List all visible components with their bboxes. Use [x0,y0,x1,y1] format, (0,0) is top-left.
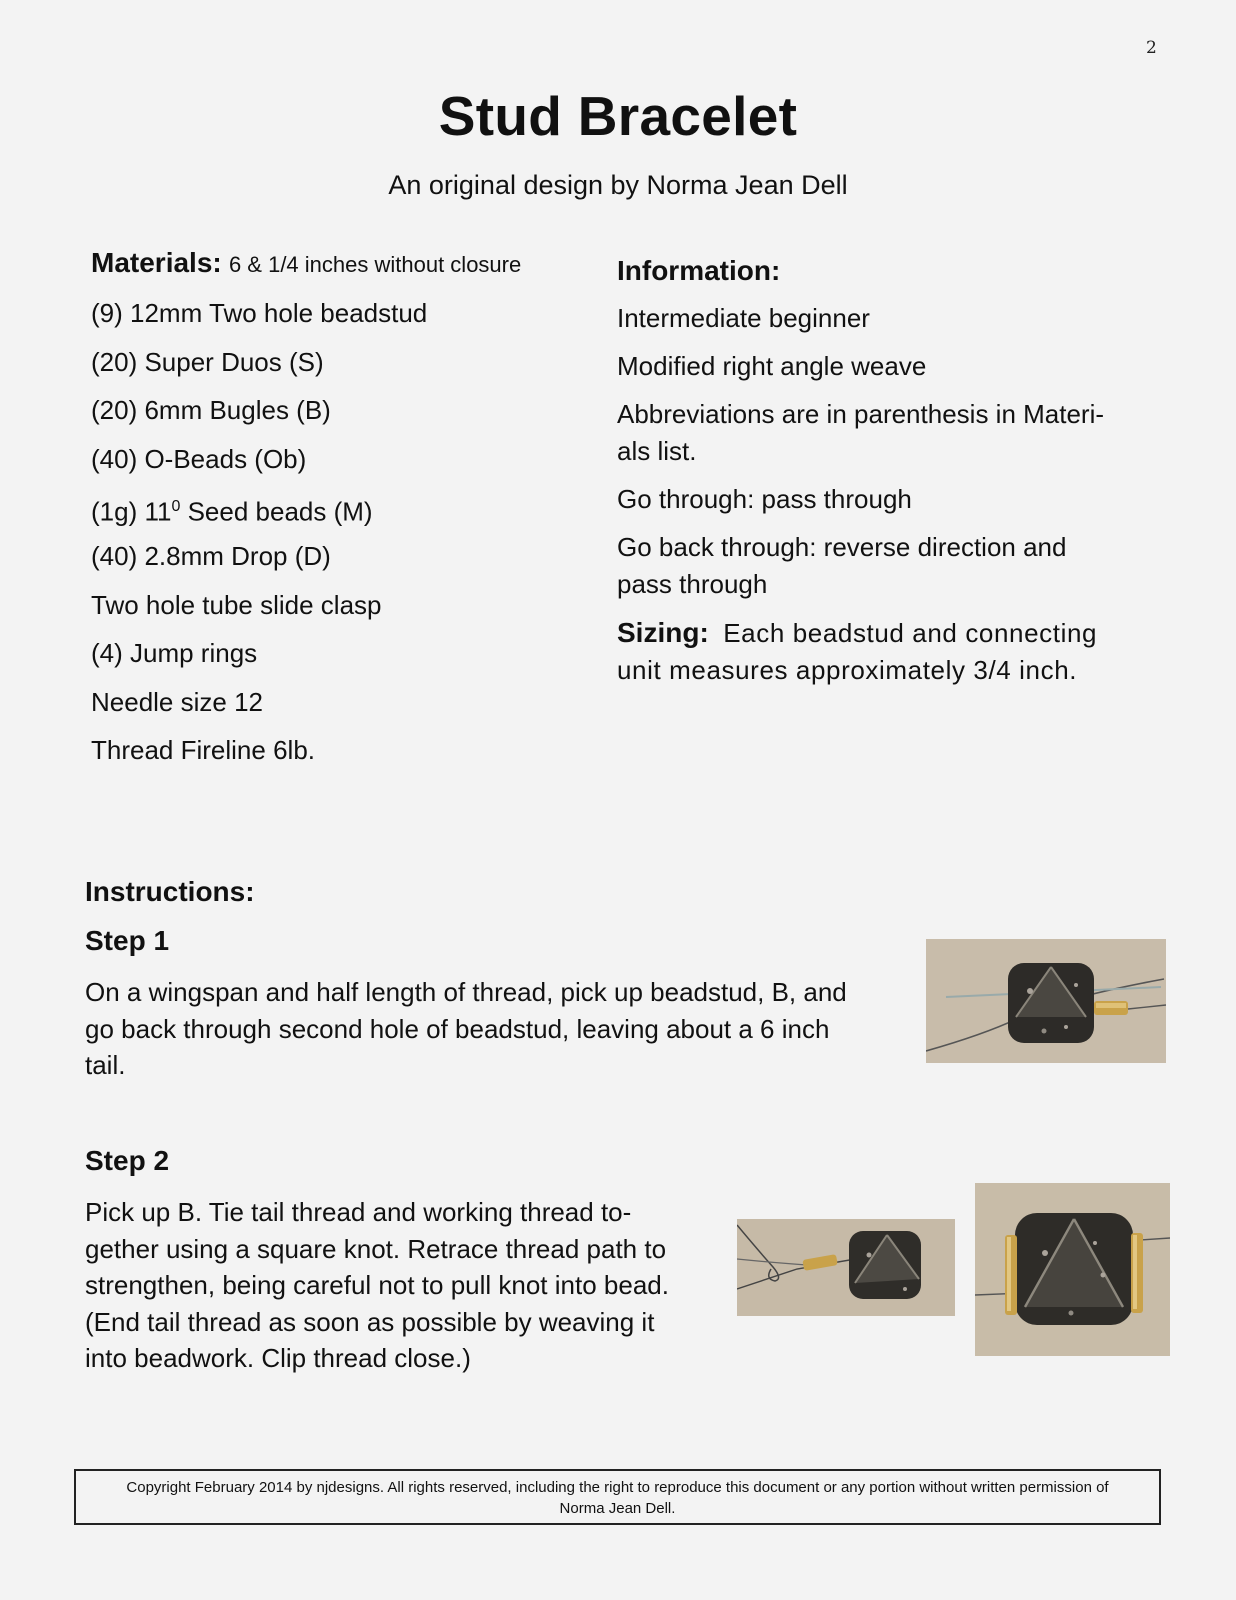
page-number: 2 [1146,38,1157,58]
material-item: Needle size 12 [91,686,263,717]
copyright-text: Copyright February 2014 by njdesigns. All rights reserved, including the right to reproduce this document or any portion without written permission of Norma Jean Dell. [126,1479,1109,1517]
information-item [617,529,1157,603]
information-item [617,481,1157,518]
subtitle: An original design by Norma Jean Dell [388,170,848,200]
information-section [617,254,1157,700]
step-2-text: Pick up B. Tie tail thread and working thread to- gether using a square knot. Retrace thread path to strengthen, being careful not to pull knot into bead. (End tail thread as soon as possible by weaving it into beadwork. Clip thread close.) [85,1197,669,1373]
information-heading: Information: [617,255,781,286]
materials-section [91,246,591,782]
materials-label: Materials: [91,247,222,278]
material-item: (9) 12mm Two hole beadstud [91,298,428,328]
material-item-pre: (1g) 11 [91,497,172,528]
sizing-item [617,614,1157,689]
information-item [617,348,1157,385]
material-item-sup: 0 [171,498,181,516]
step-1-heading: Step 1 [85,925,170,956]
instructions-heading: Instructions: [85,876,255,907]
material-item-seed-beads [91,490,591,539]
information-item-text: Go back through: reverse direction and pass through [617,532,1067,599]
information-item-text: Modified right angle weave [617,351,927,381]
information-item-text: Go through: pass through [617,484,912,514]
information-item [617,300,1157,337]
materials-header [91,246,591,296]
information-item-text: Intermediate beginner [617,303,870,333]
sizing-label: Sizing: [617,617,709,648]
step-2-photo-a [737,1219,955,1316]
step-2-photo-b [975,1183,1170,1356]
material-item: (4) Jump rings [91,638,258,669]
sizing-text: Each beadstud and connecting unit measures approximately 3/4 inch. [617,618,1098,685]
information-item [617,396,1157,470]
materials-note: 6 & 1/4 inches without closure [228,252,522,277]
information-item-text: Abbreviations are in parenthesis in Materi- als list. [617,399,1105,466]
material-item: Thread Fireline 6lb. [91,735,315,766]
material-item: (20) Super Duos (S) [91,346,324,377]
copyright-notice [74,1469,1161,1525]
material-item: Two hole tube slide clasp [91,589,382,620]
material-item: (40) 2.8mm Drop (D) [91,540,331,571]
step-1-photo [926,939,1166,1063]
step-1-text: On a wingspan and half length of thread, pick up beadstud, B, and go back through second hole of beadstud, leaving about a 6 inch tail. [85,977,847,1080]
step-2-heading: Step 2 [85,1145,170,1176]
material-item: (40) O-Beads (Ob) [91,443,307,474]
material-item: (20) 6mm Bugles (B) [91,395,331,426]
page-title: Stud Bracelet [438,85,798,147]
material-item-post: Seed beads (M) [180,497,373,528]
